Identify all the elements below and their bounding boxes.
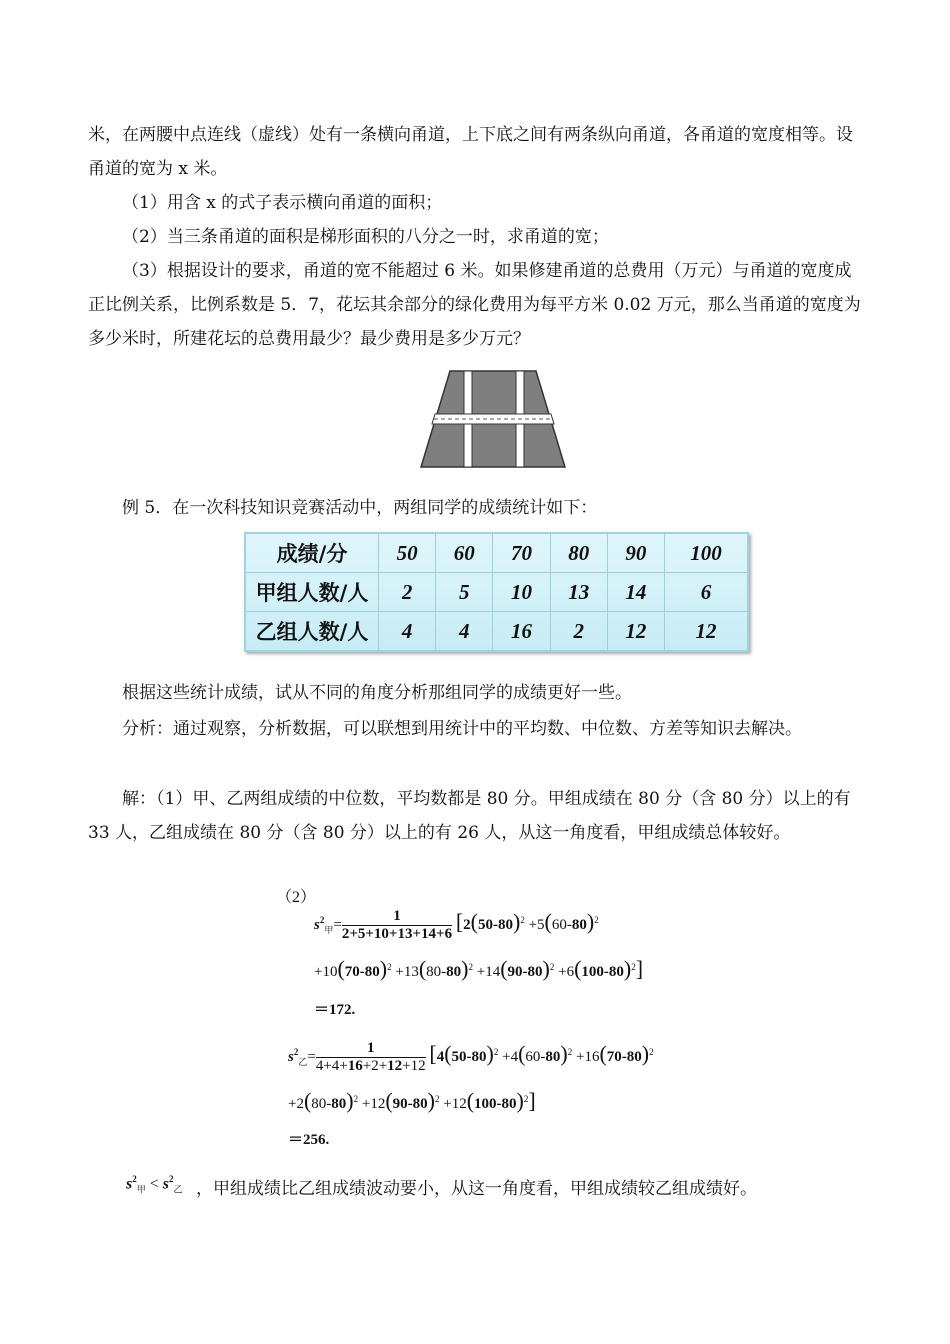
table-cell: 12 bbox=[607, 612, 664, 652]
solution-part2-label: （2） bbox=[276, 889, 317, 906]
row-header: 乙组人数/人 bbox=[245, 612, 379, 652]
question-1: （1）用含 x 的式子表示横向甬道的面积； bbox=[122, 193, 443, 213]
problem-intro: 米，在两腰中点连线（虚线）处有一条横向甬道，上下底之间有两条纵向甬道，各甬道的宽度相等。设甬道的宽为 x 米。 bbox=[88, 125, 853, 179]
conclusion-text: ，甲组成绩比乙组成绩波动要小，从这一角度看，甲组成绩较乙组成绩好。 bbox=[196, 1179, 757, 1199]
table-cell: 14 bbox=[607, 573, 664, 612]
variance-a-formula-line2: $+10(70-80)^2 +13(80-80)^2 +14(90-80)^2 +6(100-80)^2$] bbox=[314, 956, 644, 981]
trapezoid-garden-figure bbox=[420, 370, 566, 468]
variance-b-result: ＝256. bbox=[288, 1132, 330, 1148]
table-cell: 80 bbox=[550, 533, 607, 573]
variance-b-formula: $s^2_乙=$ $\frac{1}{4+4+16+2+12+12}$ [$4(50-80)^2 +4(60-80)^2 +16(70-80)^2$ bbox=[288, 1040, 654, 1074]
row-header: 成绩/分 bbox=[245, 533, 379, 573]
score-table bbox=[244, 532, 749, 652]
table-cell: 60 bbox=[436, 533, 493, 573]
question-2: （2）当三条甬道的面积是梯形面积的八分之一时，求甬道的宽； bbox=[122, 227, 609, 247]
table-cell: 70 bbox=[493, 533, 550, 573]
table-cell: 4 bbox=[379, 612, 436, 652]
table-row bbox=[245, 533, 748, 573]
table-row bbox=[245, 573, 748, 612]
table-cell: 2 bbox=[550, 612, 607, 652]
row-header: 甲组人数/人 bbox=[245, 573, 379, 612]
variance-a-formula: $s^2_甲=$ $\frac{1}{2+5+10+13+14+6}$ [$2(50-80)^2 +5(60-80)^2$ bbox=[314, 908, 599, 942]
example5-question: 根据这些统计成绩，试从不同的角度分析那组同学的成绩更好一些。 bbox=[122, 683, 632, 703]
variance-comparison: $s^2_甲 < s^2_乙$ bbox=[126, 1174, 183, 1195]
table-cell: 90 bbox=[607, 533, 664, 573]
table-cell: 12 bbox=[665, 612, 748, 652]
analysis-text: 分析：通过观察，分析数据，可以联想到用统计中的平均数、中位数、方差等知识去解决。 bbox=[122, 719, 802, 739]
table-cell: 5 bbox=[436, 573, 493, 612]
table-cell: 100 bbox=[665, 533, 748, 573]
question-3: （3）根据设计的要求，甬道的宽不能超过 6 米。如果修建甬道的总费用（万元）与甬道的宽度成正比例关系，比例系数是 5．7，花坛其余部分的绿化费用为每平方米 0.02 万元，那么当甬道的宽度为多少米时，所建花坛的总费用最少？最少费用是多少万元？ bbox=[88, 261, 861, 349]
table-cell: 2 bbox=[379, 573, 436, 612]
table-row bbox=[245, 612, 748, 652]
variance-b-formula-line2: $+2(80-80)^2 +12(90-80)^2 +12(100-80)^2$] bbox=[288, 1088, 536, 1113]
table-cell: 13 bbox=[550, 573, 607, 612]
table-cell: 16 bbox=[493, 612, 550, 652]
example5-title: 例 5．在一次科技知识竞赛活动中，两组同学的成绩统计如下： bbox=[122, 498, 598, 518]
table-cell: 10 bbox=[493, 573, 550, 612]
table-cell: 4 bbox=[436, 612, 493, 652]
solution-part1: 解：（1）甲、乙两组成绩的中位数，平均数都是 80 分。甲组成绩在 80 分（含 80 分）以上的有 33 人，乙组成绩在 80 分（含 80 分）以上的有 26 人，从这一角度看，甲组成绩总体较好。 bbox=[88, 789, 851, 843]
table-cell: 50 bbox=[379, 533, 436, 573]
table-cell: 6 bbox=[665, 573, 748, 612]
variance-a-result: ＝172. bbox=[314, 1002, 356, 1018]
